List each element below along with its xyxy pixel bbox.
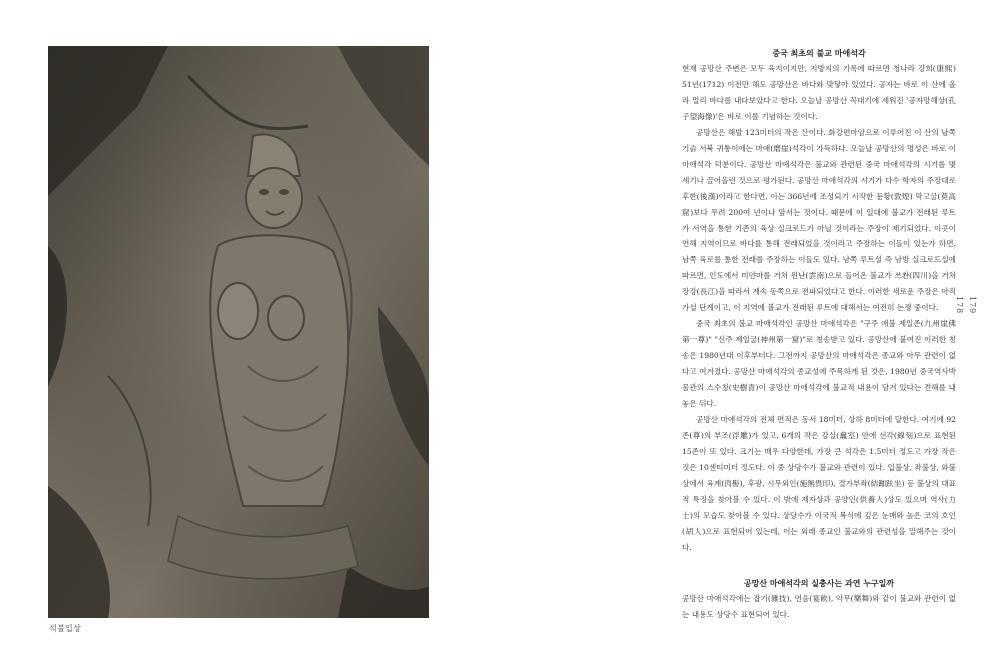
section-heading-2: 공망산 마애석각의 실충사는 과연 누구일까 bbox=[743, 577, 895, 588]
paragraph-5: 공망산 마애석각에는 잡기(雜技), 연음(宴飮), 악무(樂舞)와 같이 불교와 관련이 없는 내용도 상당수 표현되어 있다. bbox=[682, 593, 956, 619]
page-number-right: 179 bbox=[968, 296, 977, 315]
paragraph-3: 중국 최초의 불교 마애석각인 공망산 마애석각은 "구주 애불 제일존(九州崖佛第一尊)" "신주 제일굴(神州第一窟)"로 칭송받고 있다. 공망산에 붙여진 이러한 칭송은 1980년대 이후부터다. 그전까지 공망산의 마애석각은 종교와 아무 관련이 없다고 여겨졌다. 공망산 마애석각의 종교성에 주목하게 된 것은, 1980년 중국역사박물관의 스수칭(史樹青)이 공망산 마애석각에 불교적 내용이 담겨 있다는 견해를 내놓은 뒤다. bbox=[682, 319, 956, 409]
paragraph-2: 공망산은 해발 123미터의 작은 산이다. 화강편마암으로 이루어진 이 산의 남쪽 기슭 서북 귀퉁이에는 마애(磨崖)석각이 가득하다. 오늘날 공망산의 명성은 바로 이 마애석각 덕분이다. 공망산 마애석각은 불교와 관련된 중국 마애석각의 시기를 몇 세기나 끌어올린 것으로 평가된다. 공망산 마애석각의 시기가 다수 학자의 주장대로 후한(後漢)이라고 한다면, 이는 366년에 조성되기 시작한 둔황(敦煌) 막고굴(莫高窟)보다 무려 200여 년이나 앞서는 것이다. 때문에 이 일대에 불교가 전래된 루트가 서역을 통한 기존의 육상 실크로드가 아닐 것이라는 주장이 제기되었다. 이곳이 연해 지역이므로 바다를 통해 전래되었을 것이라고 주장하는 이들이 있는가 하면, 남쪽 육로를 통한 전래를 주장하는 이들도 있다. 남쪽 루트설 즉 남방 실크로드설에 따르면, 인도에서 미얀마를 거쳐 윈난(雲南)으로 들어온 불교가 쓰촨(四川)을 거쳐 장강(長江)을 따라서 계속 동쪽으로 전파되었다고 한다. 이러한 새로운 주장은 아직 가설 단계이고, 이 지역에 불교가 전래된 루트에 대해서는 여전히 논쟁 중이다. bbox=[682, 127, 956, 313]
paragraph-1: 현재 공망산 주변은 모두 육지이지만, 지방지의 기록에 따르면 청나라 강희(康熙) 51년(1712) 이전만 해도 공망산은 바다와 맞닿아 있었다. 공자는 바로 이 산에 올라 멀리 바다를 내다보았다고 한다. 오늘날 공망산 꼭대기에 세워진 '공자망해상(孔子望海像)'은 바로 이를 기념하는 것이다. bbox=[682, 64, 956, 121]
stone-relief-image bbox=[48, 46, 429, 618]
photo-caption: 석불입상 bbox=[49, 624, 82, 633]
article-text-column bbox=[682, 45, 956, 622]
section-heading-1: 중국 최초의 불교 마애석각 bbox=[772, 48, 866, 58]
buddha-relief-photo bbox=[48, 46, 429, 618]
page-number-left: 178 bbox=[955, 296, 964, 315]
paragraph-4: 공망산 마애석각의 전체 면적은 동서 18미터, 상하 8미터에 달한다. 여기에 92존(尊)의 부조(浮雕)가 있고, 6개의 작은 감실(龕室) 안에 선각(線刻)으로 표현된 15존이 또 있다. 크기는 매우 다양한데, 가장 큰 석각은 1.5미터 정도고 가장 작은 것은 10센티미터 정도다. 이 중 상당수가 불교와 관련이 있다. 입불상, 좌불상, 와불상에서 육계(肉髻), 후광, 시무외인(施無畏印), 결가부좌(結跏趺坐) 등 불상의 대표적 특징을 찾아볼 수 있다. 이 밖에 제자상과 공양인(供養人)상도 있으며 역사(力士)의 모습도 찾아볼 수 있다. 상당수가 이국적 복식에 깊은 눈매와 높은 코의 호인(胡人)으로 표현되어 있는데, 이는 외래 종교인 불교와의 관련성을 말해주는 것이다. bbox=[682, 414, 956, 552]
section-spacer bbox=[682, 556, 956, 575]
